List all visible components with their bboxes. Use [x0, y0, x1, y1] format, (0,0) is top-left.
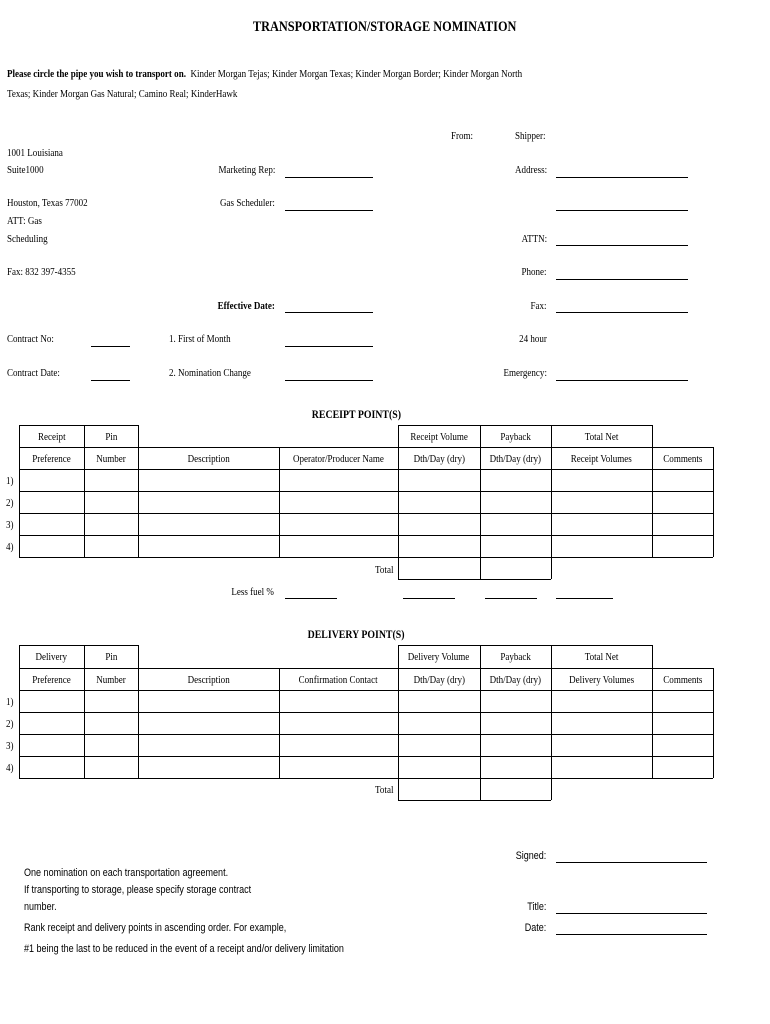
- note-line4: Rank receipt and delivery points in ascending order. For example,: [24, 922, 287, 934]
- address-line3: Houston, Texas 77002: [7, 197, 88, 209]
- receipt-col-preference-2: Preference: [32, 453, 71, 465]
- receipt-col-total-net-2: Receipt Volumes: [570, 453, 633, 465]
- title-field[interactable]: [556, 913, 707, 914]
- first-of-month-field[interactable]: [285, 346, 373, 347]
- gas-scheduler-label: Gas Scheduler:: [220, 197, 275, 209]
- pipe-prompt-label: Please circle the pipe you wish to transport on.: [7, 68, 186, 80]
- address-line2: Suite1000: [7, 164, 44, 176]
- emergency-label: Emergency:: [503, 367, 547, 379]
- receipt-col-payback: Payback: [500, 431, 531, 443]
- page-title: TRANSPORTATION/STORAGE NOMINATION: [253, 19, 517, 35]
- delivery-col-preference: Delivery: [35, 651, 68, 663]
- delivery-row-1: 1): [6, 696, 14, 708]
- receipt-row-2: 2): [6, 497, 14, 509]
- effective-date-label: Effective Date:: [217, 300, 275, 312]
- delivery-total-label: Total: [374, 784, 393, 796]
- less-fuel-total-field[interactable]: [556, 598, 613, 599]
- contract-no-label: Contract No:: [7, 333, 54, 345]
- address-line5: Scheduling: [7, 233, 48, 245]
- contract-date-field[interactable]: [91, 380, 130, 381]
- contract-no-field[interactable]: [91, 346, 130, 347]
- hour-24-label: 24 hour: [519, 333, 547, 345]
- delivery-col-total-net: Total Net: [584, 651, 619, 663]
- receipt-row-4: 4): [6, 541, 14, 553]
- receipt-col-pin: Pin: [104, 431, 118, 443]
- delivery-row-4: 4): [6, 762, 14, 774]
- delivery-col-pin: Pin: [104, 651, 118, 663]
- attn-label: ATTN:: [521, 233, 547, 245]
- delivery-col-total-net-2: Delivery Volumes: [568, 674, 635, 686]
- receipt-col-payback-2: Dth/Day (dry): [489, 453, 542, 465]
- less-fuel-label: Less fuel %: [231, 586, 274, 598]
- note-line1: One nomination on each transportation agreement.: [24, 867, 229, 879]
- phone-label: Phone:: [521, 266, 547, 278]
- nomination-change-field[interactable]: [285, 380, 373, 381]
- marketing-rep-field[interactable]: [285, 177, 373, 178]
- pipe-list-line2[interactable]: Texas; Kinder Morgan Gas Natural; Camino Real; KinderHawk: [7, 88, 238, 100]
- note-line3: number.: [24, 901, 57, 913]
- signed-label: Signed:: [515, 850, 546, 862]
- receipt-heading: RECEIPT POINT(S): [311, 407, 402, 421]
- delivery-row-2: 2): [6, 718, 14, 730]
- receipt-row-3: 3): [6, 519, 14, 531]
- delivery-col-preference-2: Preference: [32, 674, 71, 686]
- emergency-field[interactable]: [556, 380, 688, 381]
- receipt-col-comments: Comments: [662, 453, 703, 465]
- receipt-col-pin-2: Number: [96, 453, 126, 465]
- delivery-col-comments: Comments: [662, 674, 703, 686]
- delivery-col-pin-2: Number: [96, 674, 126, 686]
- shipper-address-field[interactable]: [556, 177, 688, 178]
- receipt-col-volume: Receipt Volume: [410, 431, 468, 443]
- delivery-col-volume-2: Dth/Day (dry): [413, 674, 465, 686]
- delivery-row-3: 3): [6, 740, 14, 752]
- effective-date-field[interactable]: [285, 312, 373, 313]
- phone-field[interactable]: [556, 279, 688, 280]
- from-label: From:: [451, 130, 474, 142]
- shipper-label: Shipper:: [515, 130, 546, 142]
- delivery-heading: DELIVERY POINT(S): [308, 627, 405, 641]
- delivery-col-volume: Delivery Volume: [408, 651, 470, 663]
- delivery-col-payback-2: Dth/Day (dry): [489, 674, 542, 686]
- delivery-col-description: Description: [187, 674, 230, 686]
- marketing-rep-label: Marketing Rep:: [218, 164, 275, 176]
- gas-scheduler-field[interactable]: [285, 210, 373, 211]
- date-label: Date:: [524, 922, 546, 934]
- pipe-list-line1[interactable]: Kinder Morgan Tejas; Kinder Morgan Texas; Kinder Morgan Border; Kinder Morgan North: [190, 68, 523, 80]
- receipt-col-total-net: Total Net: [584, 431, 619, 443]
- delivery-col-confirmation: Confirmation Contact: [299, 674, 378, 686]
- less-fuel-volume-field[interactable]: [403, 598, 455, 599]
- less-fuel-payback-field[interactable]: [485, 598, 537, 599]
- receipt-col-description: Description: [187, 453, 230, 465]
- receipt-col-volume-2: Dth/Day (dry): [413, 453, 465, 465]
- signed-field[interactable]: [556, 862, 707, 863]
- receipt-col-operator: Operator/Producer Name: [293, 453, 384, 465]
- receipt-col-preference: Receipt: [37, 431, 66, 443]
- attn-field[interactable]: [556, 245, 688, 246]
- address-line4: ATT: Gas: [7, 215, 42, 227]
- shipper-address-field-2[interactable]: [556, 210, 688, 211]
- nomination-change-label: 2. Nomination Change: [169, 367, 251, 379]
- fax-field[interactable]: [556, 312, 688, 313]
- contract-date-label: Contract Date:: [7, 367, 60, 379]
- receipt-row-1: 1): [6, 475, 14, 487]
- note-line2: If transporting to storage, please specify storage contract: [24, 884, 252, 896]
- address-line1: 1001 Louisiana: [7, 147, 63, 159]
- shipper-address-label: Address:: [514, 164, 547, 176]
- date-field[interactable]: [556, 934, 707, 935]
- less-fuel-field[interactable]: [285, 598, 337, 599]
- pipe-prompt: [7, 69, 635, 80]
- first-of-month-label: 1. First of Month: [169, 333, 231, 345]
- fax-label: Fax:: [530, 300, 547, 312]
- delivery-col-payback: Payback: [500, 651, 531, 663]
- title-label: Title:: [526, 901, 546, 913]
- receipt-total-label: Total: [374, 564, 393, 576]
- address-fax: Fax: 832 397-4355: [7, 266, 76, 278]
- note-line5: #1 being the last to be reduced in the event of a receipt and/or delivery limitation: [24, 943, 344, 955]
